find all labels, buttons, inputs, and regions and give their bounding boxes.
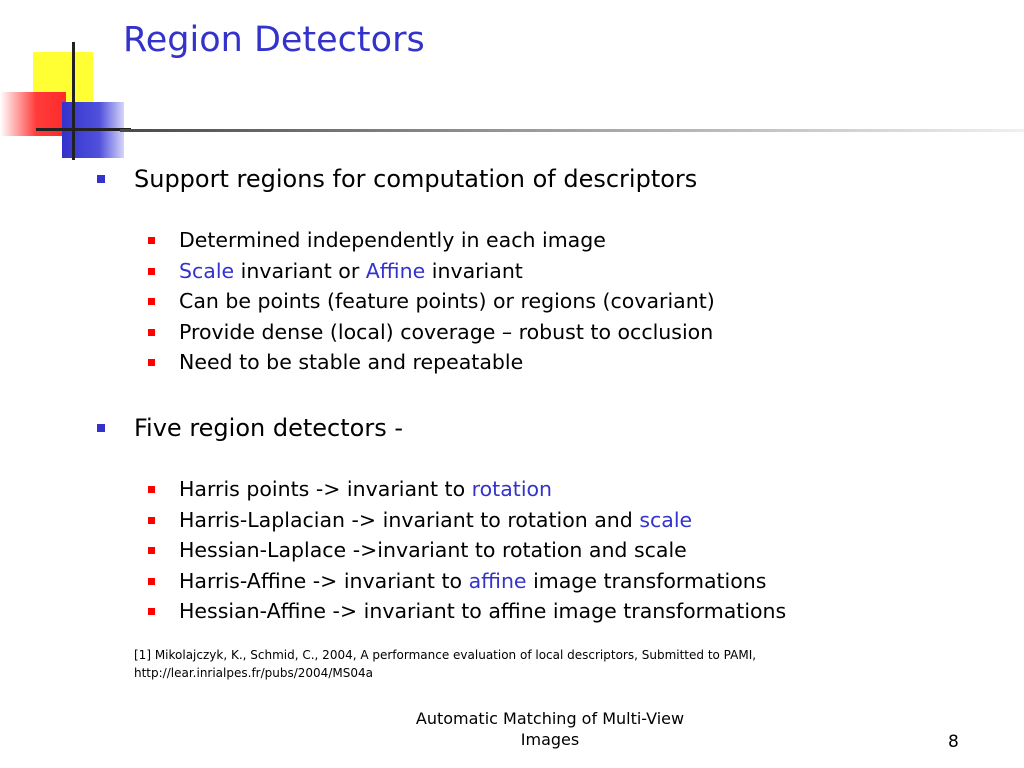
reference-line-1: [1] Mikolajczyk, K., Schmid, C., 2004, A performance evaluation of local descriptors, Submitted to PAMI, (134, 648, 757, 662)
bullet-text: Hessian-Laplace ->invariant to rotation and scale (179, 538, 687, 562)
level2-bullet-item (179, 259, 523, 283)
footer-title (390, 708, 710, 750)
highlighted-term: rotation (471, 477, 553, 501)
red-square-bullet-icon (148, 298, 155, 305)
level1-bullet-text: Support regions for computation of descriptors (134, 165, 698, 193)
bullet-text: invariant or (234, 258, 366, 283)
highlighted-term: Scale (179, 258, 235, 283)
reference-line-2: http://lear.inrialpes.fr/pubs/2004/MS04a (134, 666, 373, 680)
level2-bullet-item (179, 289, 715, 313)
footer-line-2: Images (520, 730, 580, 749)
bullet-text: Harris points -> invariant to (179, 477, 472, 501)
highlighted-term: Affine (365, 258, 426, 283)
bullet-text: Harris-Affine -> invariant to (179, 568, 469, 593)
blue-square-bullet-icon (97, 424, 105, 432)
red-square-bullet-icon (148, 486, 155, 493)
red-square-bullet-icon (148, 517, 155, 524)
horizontal-line-decoration (36, 128, 131, 131)
footer-line-1: Automatic Matching of Multi-View (415, 709, 685, 728)
level1-bullet-text: Five region detectors - (134, 414, 403, 442)
red-square-bullet-icon (148, 237, 155, 244)
level2-bullet-item (179, 320, 713, 344)
red-square-bullet-icon (148, 547, 155, 554)
red-square-bullet-icon (148, 359, 155, 366)
level1-bullet-item (134, 414, 403, 442)
slide-title: Region Detectors (123, 20, 425, 60)
title-underline (120, 129, 1024, 132)
page-number: 8 (948, 732, 959, 752)
bullet-text: invariant (425, 258, 523, 283)
bullet-text: Harris-Laplacian -> invariant to rotation and (179, 507, 640, 532)
level1-bullet-item (134, 165, 697, 193)
slide-logo-decoration (0, 0, 130, 165)
level2-bullet-item (179, 569, 766, 593)
bullet-text: Provide dense (local) coverage – robust to occlusion (179, 319, 714, 344)
bullet-text: image transformations (526, 568, 767, 593)
red-square-bullet-icon (148, 578, 155, 585)
level2-bullet-item (179, 508, 692, 532)
red-square-bullet-icon (148, 329, 155, 336)
level2-bullet-item (179, 477, 552, 501)
blue-square-bullet-icon (97, 175, 105, 183)
bullet-text: Can be points (feature points) or regions (covariant) (179, 289, 715, 313)
bullet-text: Need to be stable and repeatable (179, 350, 524, 374)
red-square-bullet-icon (148, 268, 155, 275)
vertical-line-decoration (72, 42, 75, 160)
bullet-text: Hessian-Affine -> invariant to affine image transformations (179, 599, 787, 623)
level2-bullet-item (179, 228, 606, 252)
level2-bullet-item (179, 350, 523, 374)
bullet-text: Determined independently in each image (179, 228, 606, 252)
highlighted-term: scale (639, 507, 693, 532)
level2-bullet-item (179, 538, 687, 562)
reference-note (134, 646, 756, 682)
red-square-bullet-icon (148, 608, 155, 615)
highlighted-term: affine (468, 568, 527, 593)
level2-bullet-item (179, 599, 786, 623)
